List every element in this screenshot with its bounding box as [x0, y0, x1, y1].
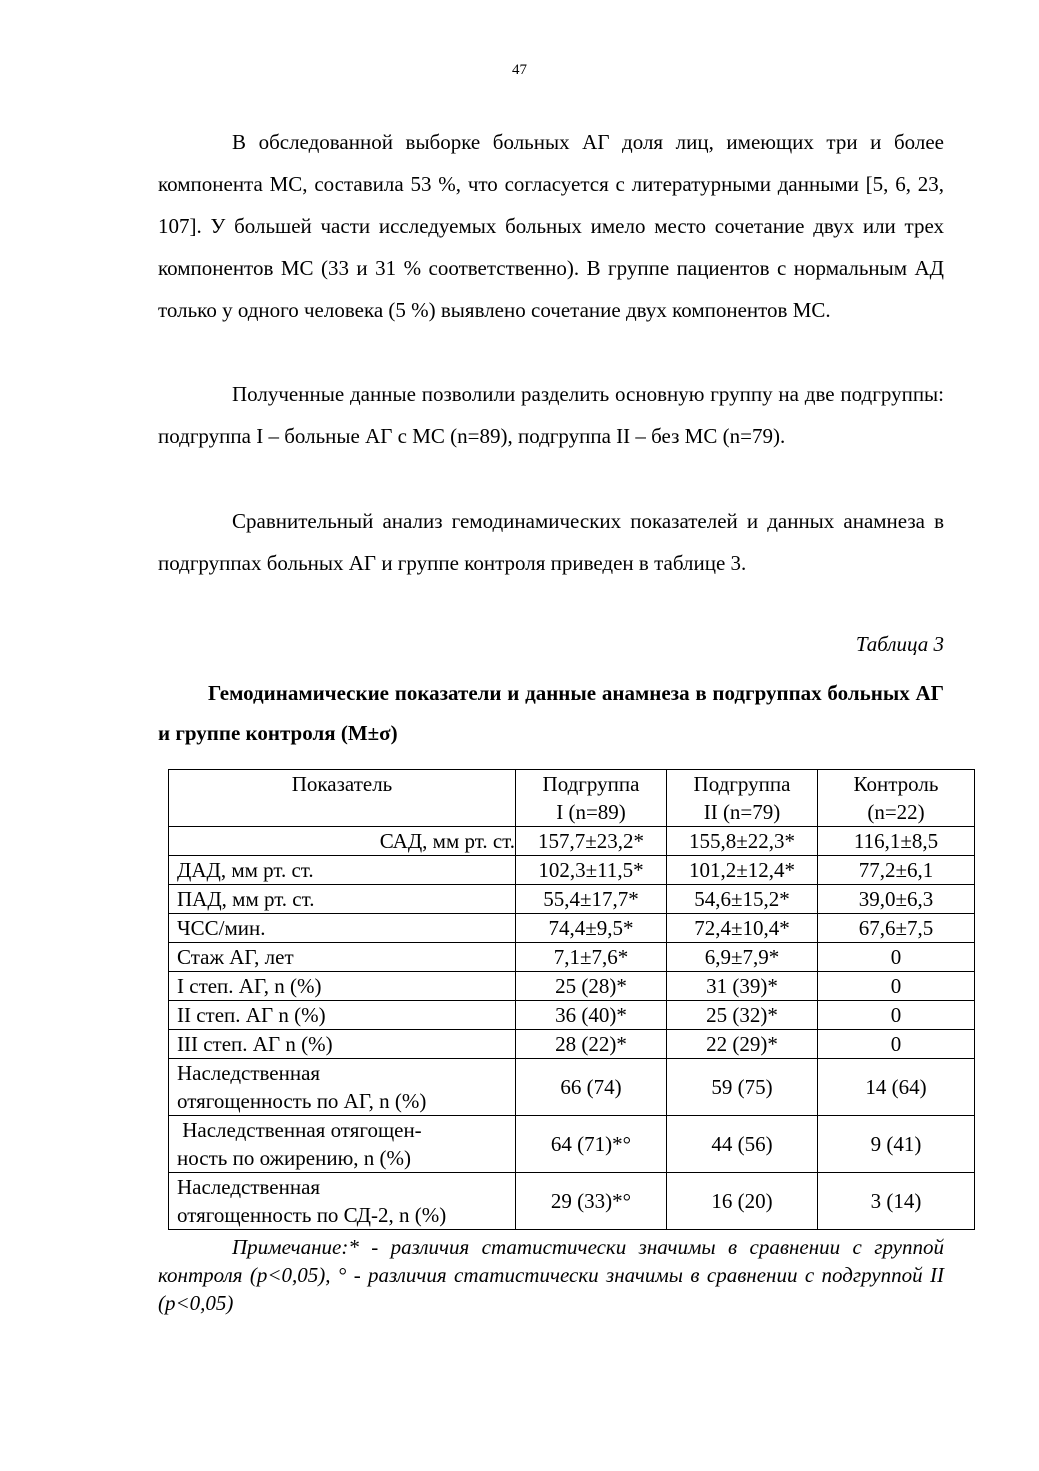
paragraph-1 — [158, 121, 944, 331]
row-group-1-value: 64 (71)*° — [516, 1116, 667, 1173]
row-group-2-value: 59 (75) — [667, 1059, 818, 1116]
row-indicator: ПАД, мм рт. ст. — [169, 885, 516, 914]
row-indicator: САД, мм рт. ст. — [169, 827, 516, 856]
row-group-1-value: 28 (22)* — [516, 1030, 667, 1059]
row-control-value: 14 (64) — [818, 1059, 975, 1116]
table-header-row — [169, 770, 975, 827]
table-row — [169, 1001, 975, 1030]
row-group-1-value: 74,4±9,5* — [516, 914, 667, 943]
row-group-1-value: 7,1±7,6* — [516, 943, 667, 972]
header-group-1: Подгруппа I (n=89) — [516, 770, 667, 827]
row-indicator: I степ. АГ, n (%) — [169, 972, 516, 1001]
row-group-1-value: 55,4±17,7* — [516, 885, 667, 914]
table-label: Таблица 3 — [855, 632, 944, 656]
row-control-value: 0 — [818, 943, 975, 972]
row-group-2-value: 6,9±7,9* — [667, 943, 818, 972]
row-control-value: 0 — [818, 1001, 975, 1030]
table-row — [169, 972, 975, 1001]
table-title: Гемодинамические показатели и данные анамнеза в подгруппах больных АГ и группе контроля (М±σ) — [158, 681, 944, 745]
row-control-value: 116,1±8,5 — [818, 827, 975, 856]
row-group-2-value: 25 (32)* — [667, 1001, 818, 1030]
row-group-1-value: 25 (28)* — [516, 972, 667, 1001]
row-group-1-value: 66 (74) — [516, 1059, 667, 1116]
row-group-2-value: 44 (56) — [667, 1116, 818, 1173]
row-indicator: ЧСС/мин. — [169, 914, 516, 943]
paragraph-2-text: Полученные данные позволили разделить основную группу на две подгруппы: подгруппа I – больные АГ с МС (n=89), подгруппа II – без МС (n=79). — [158, 382, 944, 448]
row-indicator: ДАД, мм рт. ст. — [169, 856, 516, 885]
row-group-2-value: 16 (20) — [667, 1173, 818, 1230]
row-group-2-value: 54,6±15,2* — [667, 885, 818, 914]
table-row — [169, 1030, 975, 1059]
data-table — [168, 769, 975, 1230]
paragraph-3 — [158, 500, 944, 584]
page-number: 47 — [512, 62, 527, 78]
row-indicator: Наследственная отягощенность по СД-2, n (%) — [169, 1173, 516, 1230]
row-indicator: III степ. АГ n (%) — [169, 1030, 516, 1059]
row-group-2-value: 22 (29)* — [667, 1030, 818, 1059]
row-indicator: Наследственная отягощенность по АГ, n (%) — [169, 1059, 516, 1116]
paragraph-2 — [158, 373, 944, 457]
header-group-2: Подгруппа II (n=79) — [667, 770, 818, 827]
row-control-value: 39,0±6,3 — [818, 885, 975, 914]
table-row — [169, 827, 975, 856]
header-control: Контроль (n=22) — [818, 770, 975, 827]
table-note: Примечание:* - различия статистически значимы в сравнении с группой контроля (р<0,05), ° - различия статистически значимы в сравнении с подгруппой II (р<0,05) — [158, 1235, 944, 1315]
row-control-value: 0 — [818, 972, 975, 1001]
row-group-2-value: 101,2±12,4* — [667, 856, 818, 885]
paragraph-3-text: Сравнительный анализ гемодинамических показателей и данных анамнеза в подгруппах больных АГ и группе контроля приведен в таблице 3. — [158, 509, 944, 575]
table-row — [169, 1173, 975, 1230]
row-control-value: 3 (14) — [818, 1173, 975, 1230]
header-indicator: Показатель — [169, 770, 516, 827]
row-group-1-value: 102,3±11,5* — [516, 856, 667, 885]
row-group-2-value: 155,8±22,3* — [667, 827, 818, 856]
paragraph-1-text: В обследованной выборке больных АГ доля лиц, имеющих три и более компонента МС, составила 53 %, что согласуется с литературными данными [5, 6, 23, 107]. У большей части исследуемых больных имело место сочетание двух или трех компонентов МС (33 и 31 % соответственно). В группе пациентов с нормальным АД только у одного человека (5 %) выявлено сочетание двух компонентов МС. — [158, 130, 944, 322]
row-indicator: Стаж АГ, лет — [169, 943, 516, 972]
row-control-value: 0 — [818, 1030, 975, 1059]
row-group-2-value: 31 (39)* — [667, 972, 818, 1001]
row-group-1-value: 29 (33)*° — [516, 1173, 667, 1230]
row-control-value: 77,2±6,1 — [818, 856, 975, 885]
row-group-1-value: 36 (40)* — [516, 1001, 667, 1030]
row-group-2-value: 72,4±10,4* — [667, 914, 818, 943]
table-row — [169, 1116, 975, 1173]
row-indicator: II степ. АГ n (%) — [169, 1001, 516, 1030]
row-control-value: 9 (41) — [818, 1116, 975, 1173]
table-row — [169, 914, 975, 943]
table-row — [169, 856, 975, 885]
row-control-value: 67,6±7,5 — [818, 914, 975, 943]
table-row — [169, 1059, 975, 1116]
row-indicator: Наследственная отягощен- ность по ожирению, n (%) — [169, 1116, 516, 1173]
row-group-1-value: 157,7±23,2* — [516, 827, 667, 856]
table-row — [169, 885, 975, 914]
table-row — [169, 943, 975, 972]
